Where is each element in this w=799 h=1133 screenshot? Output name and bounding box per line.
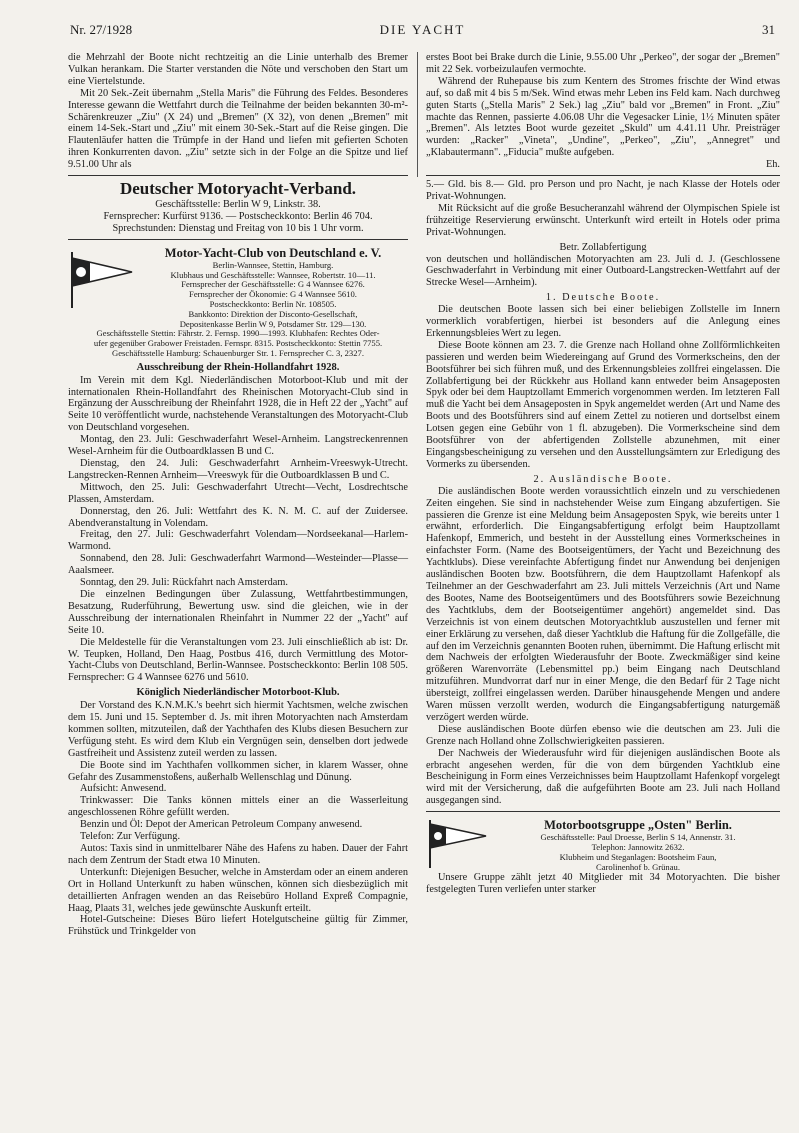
myc-line: ufer gegenüber Grabower Freistaden. Fernspr. 8315. Postscheckkonto: Stettin 7755. <box>93 338 383 349</box>
dmv-hours: Sprechstunden: Dienstag und Freitag von 10 bis 1 Uhr vorm. <box>112 222 364 234</box>
running-header <box>70 22 775 40</box>
myc-line: Klubhaus und Geschäftsstelle: Wannsee, Robertstr. 10—11. <box>170 269 376 280</box>
osten-line: Klubheim und Steganlagen: Bootsheim Faun, <box>559 851 717 862</box>
right-column <box>426 52 780 896</box>
paragraph: Montag, den 23. Juli: Geschwaderfahrt Wesel-Arnheim. Langstreckenrennen Wesel-Arnheim für die Outboardklassen B und C. <box>68 434 408 458</box>
myc-line: Fernsprecher der Ökonomie: G 4 Wannsee 5610. <box>189 289 357 300</box>
page-number: 31 <box>762 22 775 37</box>
paragraph: Freitag, den 27. Juli: Geschwaderfahrt Volendam—Nordseekanal—Harlem-Warmond. <box>68 529 408 553</box>
club-pennant-icon <box>68 250 134 310</box>
paragraph: erstes Boot bei Brake durch die Linie, 9.55.00 Uhr „Perkeo", der sogar der „Bremen" mit 22 Sek. vorbeizulaufen vermochte. <box>426 52 780 75</box>
paragraph: Aufsicht: Anwesend. <box>80 783 167 795</box>
paragraph: Mittwoch, den 25. Juli: Geschwaderfahrt Utrecht—Vecht, Losdrechtsche Plassen, Amsterdam. <box>68 481 408 505</box>
paragraph: 5.— Gld. bis 8.— Gld. pro Person und pro Nacht, je nach Klasse der Hotels oder Privat-Wohnungen. <box>426 179 780 202</box>
club-pennant-icon <box>426 818 488 870</box>
myc-line: Geschäftsstelle Hamburg: Schauenburger Str. 1. Fernsprecher C. 3, 2327. <box>112 347 364 358</box>
myc-line: Geschäftsstelle Stettin: Fährstr. 2. Fernsp. 1990—1993. Klubhafen: Rechtes Oder- <box>96 328 380 339</box>
osten-line: Carolinenhof b. Grünau. <box>595 861 680 872</box>
paragraph: Die Boote sind im Yachthafen vollkommen sicher, in klarem Wasser, ohne Gefahr des Zusammenstoßens, außerhalb Wellenschlag und Dünung. <box>68 759 408 783</box>
osten-heading: Motorbootsgruppe „Osten" Berlin. <box>544 818 732 833</box>
paragraph: Sonntag, den 29. Juli: Rückfahrt nach Amsterdam. <box>80 577 288 589</box>
paragraph: Autos: Taxis sind in unmittelbarer Nähe des Hafens zu haben. Dauer der Fahrt nach dem Zentrum der Stadt etwa 10 Minuten. <box>68 843 408 866</box>
paragraph: Mit Rücksicht auf die große Besucheranzahl während der Olympischen Spiele ist frühzeitige Reservierung erwünscht. Unterkunft wird erteilt in Hotels oder prima Privat-Wohnungen. <box>426 202 780 238</box>
paragraph: Trinkwasser: Die Tanks können mittels einer an die Wasserleitung angeschlossenen Röhre gefüllt werden. <box>68 795 408 819</box>
paragraph: Sonnabend, den 28. Juli: Geschwaderfahrt Warmond—Westeinder—Plasse—Aaalsmeer. <box>68 553 408 577</box>
paragraph: Dienstag, den 24. Juli: Geschwaderfahrt Arnheim-Vreeswyk-Utrecht. Langstrecken-Rennen Arnheim—Vreeswyk für die Outboardklassen B und C. <box>68 458 408 481</box>
osten-block <box>426 818 780 872</box>
myc-line: Postscheckkonto: Berlin Nr. 108505. <box>209 298 337 309</box>
divider <box>68 239 408 240</box>
paragraph: Mit 20 Sek.-Zeit übernahm „Stella Maris" die Führung des Feldes. Besonderes Interesse gewann die Wettfahrt durch die Teilnahme der beiden bekannten 30-m²-Schärenkreuzer „Ziu" (X 24) und „Bremen" (X 32), von denen „Bremen" mit einem 14-Sek.-Start und „Ziu" mit einem 30-Sek.-Start auf die Reise gingen. Die Flautenläufer hatten die Trümpfe in der Hand und liefen mit gefierten Schoten ihren Konkurrenten davon. „Ziu" setzte sich in der Folge an die Spitze und lief 9.51.00 Uhr als <box>68 87 408 171</box>
paragraph: Telefon: Zur Verfügung. <box>80 831 181 843</box>
paragraph: Während der Ruhepause bis zum Kentern des Stromes frischte der Wind etwas auf, so daß mit 4 bis 5 m/Sek. Wind etwas mehr Leben ins Feld kam. Nach durchweg guten Starts („Stella Maris" 2 Sek.) lag „Ziu" bald vor „Bremen" in Front. „Ziu" machte das Rennen, passierte 4.06.08 Uhr die Vegesacker Linie, 1½ Minuten später „Bremen". Als letztes Boot wurde gezeitet „Skuld" um 4.41.11 Uhr. Preisträger wurden: „Racker" „Vineta", „Undine", „Perkeo", „Ziu", „Annegret" und „Klabautermann". „Fiducia" mußte aufgeben. <box>426 75 780 159</box>
myc-heading: Motor-Yacht-Club von Deutschland e. V. <box>164 245 382 260</box>
paragraph: Hotel-Gutscheine: Dieses Büro liefert Hotelgutscheine gültig für Zimmer, Frühstück und Trinkgelder von <box>68 914 408 938</box>
paragraph: Die Meldestelle für die Veranstaltungen vom 23. Juli einschließlich ab ist: Dr. W. Teupken, Holland, Den Haag, Postbus 416, durch Vermittlung des Motor-Yacht-Clubs von Deutschland, Berlin-Wannsee. Postscheckkonto: Berlin 108 505. Fernsprecher: G 4 Wannsee 6276 und 5610. <box>68 636 408 684</box>
divider <box>68 175 408 176</box>
dmv-phone: Fernsprecher: Kurfürst 9136. — Postscheckkonto: Berlin 46 704. <box>103 210 373 222</box>
issue-number: Nr. 27/1928 <box>70 22 133 37</box>
author-initials: Eh. <box>765 159 780 171</box>
myc-block <box>68 246 408 330</box>
myc-line: Bankkonto: Direktion der Disconto-Gesellschaft, <box>188 308 358 319</box>
myc-line: Depositenkasse Berlin W 9, Potsdamer Str. 129—130. <box>179 318 367 329</box>
osten-line: Geschäftsstelle: Paul Droesse, Berlin S 14, Annenstr. 31. <box>540 832 736 843</box>
journal-title: DIE YACHT <box>379 22 466 37</box>
column-divider <box>417 52 418 177</box>
rhein-heading: Ausschreibung der Rhein-Hollandfahrt 1928. <box>136 361 340 373</box>
paragraph: Unsere Gruppe zählt jetzt 40 Mitglieder mit 34 Motoryachten. Die bisher festgelegten Turen verliefen unter starker <box>426 872 780 896</box>
section-heading: 1. Deutsche Boote. <box>545 292 661 304</box>
paragraph: Benzin und Öl: Depot der American Petroleum Company anwesend. <box>80 819 363 831</box>
paragraph: von deutschen und holländischen Motoryachten am 23. Juli d. J. (Geschlossene Geschwaderfahrt in Verbindung mit einer Outboard-Langstrecken-Wettfahrt auf der Strecke Wesel—Arnheim). <box>426 253 780 289</box>
paragraph: Die einzelnen Bedingungen über Zulassung, Wettfahrtbestimmungen, Besatzung, Ruderführung, Bewertung usw. sind die gleichen, wie in der Ausschreibung der internationalen Rheinfahrt in Nummer 22 der „Yacht" auf Seite 10. <box>68 588 408 636</box>
left-column <box>68 52 408 938</box>
paragraph: Donnerstag, den 26. Juli: Wettfahrt des K. N. M. C. auf der Zuidersee. Abendveranstaltung in Volendam. <box>68 505 408 529</box>
divider <box>426 811 780 812</box>
divider <box>426 175 780 176</box>
paragraph: Im Verein mit dem Kgl. Niederländischen Motorboot-Klub und mit der internationalen Rhein-Hollandfahrt des Rheinischen Motoryacht-Club sind in Ergänzung der Ausschreibung der Rheinfahrt 1928, die in Heft 22 der „Yacht" auf Seite 10 veröffentlicht wurde, nachstehende Veranstaltungen des Motoryacht-Club von Deutschland vorgesehen. <box>68 374 408 434</box>
paragraph: Die deutschen Boote lassen sich bei einer beliebigen Zollstelle im Innern vormerklich vorabfertigen, hierbei ist besonders auf die Anlegung eines Erkennungsbleies Wert zu legen. <box>426 304 780 339</box>
paragraph: Diese ausländischen Boote dürfen ebenso wie die deutschen am 23. Juli die Grenze nach Holland ohne Zollschwierigkeiten passieren. <box>426 723 780 747</box>
dmv-address: Geschäftsstelle: Berlin W 9, Linkstr. 38. <box>155 199 321 211</box>
section-heading: 2. Ausländische Boote. <box>533 473 673 485</box>
paragraph: Diese Boote können am 23. 7. die Grenze nach Holland ohne Zollförmlichkeiten passieren und werden beim Wiedereingang auf Grund des Vormerkscheins, den der Bootsführer bei sich führen muß, und des Erkennungsbleies zollfrei eingelassen. Die Zollabfertigung bei der Rückkehr aus Holland kann entweder beim Ansageposten Spyk oder bei dem Hauptzollamt Emmerich vorgenommen werden. Im letzteren Fall muß die Yacht bei dem Ansageposten in Spyk angemeldet werden (Art und Name des Boots und des Bootsführers sind auf einem Zettel zu notieren und dortselbst einem Lotsen gegen eine Gebühr von 1 fl. abzugeben). Die Vormerkscheine sind dem Bootsführer von der abfertigenden Zollstelle abzunehmen, mit einer Eingangsbescheinigung zu versehen und den Ausstellungsämtern zur Erledigung des Vormerks zu übersenden. <box>426 339 780 470</box>
paragraph: Der Vorstand des K.N.M.K.'s beehrt sich hiermit Yachtsmen, welche zwischen dem 15. Juni und 15. September d. Js. mit ihren Motoryachten nach Amsterdam kommen sollten, mitzuteilen, daß der Yachthafen des Klubs diesen Besuchern zur Verfügung steht. Es wird dem Klub ein Vergnügen sein, denselben dort jedwede Gastfreiheit und Assistenz zuteil werden zu lassen. <box>68 700 408 759</box>
myc-line: Berlin-Wannsee, Stettin, Hamburg. <box>212 259 334 270</box>
zoll-heading: Betr. Zollabfertigung <box>559 241 647 253</box>
myc-line: Fernsprecher der Geschäftsstelle: G 4 Wannsee 6276. <box>181 279 365 290</box>
paragraph: Die ausländischen Boote werden voraussichtlich einzeln und zu verschiedenen Zeiten eingehen. Sie sind in nachstehender Weise zum Eingang abzufertigen. Sie passieren die Grenze ist eine Meldung beim Ansageposten Spyk, wie bereits unter 1 erwähnt, erforderlich. Die Eingangsabfertigung erfolgt beim Hauptzollamt Hafenkopf, Emmerich, und besteht in der Ausstellung eines Vormerkscheines in einfachster Form. (Name des Bootseigentümers, der Yacht und Bezeichnung des Yachtklubs). Diese vereinfachte Abfertigung findet nur Anwendung bei denjenigen ausländischen Booten bzw. Bootsführern, die dem Hauptzollamt Hafenkopf als Teilnehmer an der Geschwaderfahrt am 23. Juli mittels Verzeichnis (Art und Name des Bootes, Name des Bootseigentümers und des Bootsführers sowie Bezeichnung des Yachtklubs, dem der Bootseigentümer angehört) angemeldet sind. Das Verzeichnis ist von einem deutschen Motoryachtklub auszustellen und ferner mit einer Erklärung zu versehen, daß dieser Yachtklub die Haftung für die Zollgefälle, die auf den im Verzeichnis genannten Booten ruhen, übernimmt. Die Haftung erlischt mit dem Nachweis der erfolgten Wiederausfuhr der Boote. Zweckmäßiger sind keine größeren Warenvorräte (Lebensmittel pp.) beim Eingang nach Deutschland mitzuführen. Mundvorrat darf nur in einer Menge, die den Bedarf für 2 Tage nicht übersteigt, zollfrei eingelassen werden. Darüber hinausgehende Mengen und andere Waren müssen verzollt werden, wodurch die Eingangsabfertigung naturgemäß verzögert werden würde. <box>426 485 780 723</box>
paragraph: Der Nachweis der Wiederausfuhr wird für diejenigen ausländischen Boote als erbracht angesehen werden, für die von dem bürgenden Yachtklub eine Bescheinigung in Form eines Verzeichnisses beim Hauptzollamt Hafenkopf vorgelegt wird mit der Versicherung, daß die aufgeführten Boote am 23. Juli nach Holland ausgegangen sind. <box>426 747 780 807</box>
paragraph: die Mehrzahl der Boote nicht rechtzeitig an die Linie unterhalb des Bremer Vulkan herankam. Die Starter verstanden die Nöte und verschoben den Start um eine Viertelstunde. <box>68 52 408 87</box>
dmv-heading: Deutscher Motoryacht-Verband. <box>119 179 357 199</box>
osten-line: Telephon: Jannowitz 2632. <box>591 841 685 852</box>
knmk-heading: Königlich Niederländischer Motorboot-Klub. <box>136 687 340 699</box>
paragraph: Unterkunft: Diejenigen Besucher, welche in Amsterdam oder an einem anderen Ort in Holland Unterkunft zu haben wünschen, können sich diesbezüglich mit detaillierten Anfragen wenden an das Reisebüro Holland Expreß Compagnie, Haag, Plaats 31, welches jede gewünschte Auskunft erteilt. <box>68 866 408 914</box>
